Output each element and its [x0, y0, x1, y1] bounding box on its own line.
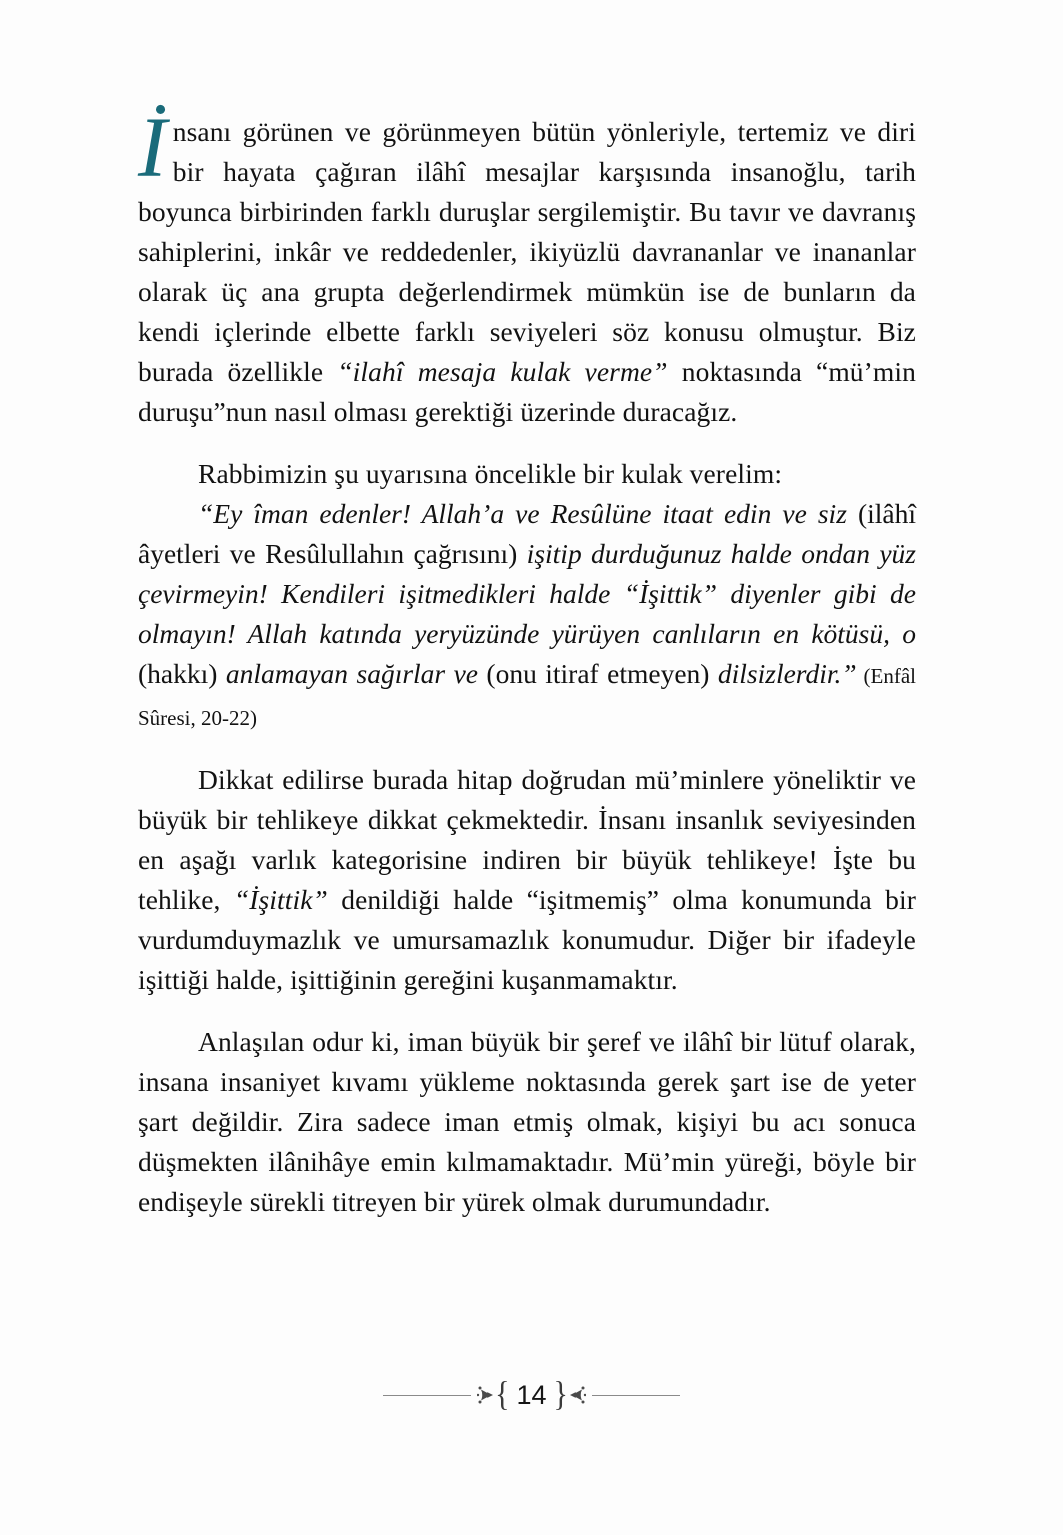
page-number: 14	[516, 1379, 547, 1410]
paragraph-opening	[138, 99, 916, 432]
quote-parenthetical-3: (onu itiraf etmeyen)	[486, 658, 710, 689]
quote-segment-1: “Ey îman edenler! Allah’a ve Resûlüne itaat edin ve siz	[198, 498, 858, 529]
brace-left-icon: {	[495, 1375, 510, 1414]
ornament-left	[477, 1375, 510, 1414]
quote-segment-7: dilsizlerdir.”	[709, 658, 857, 689]
brace-right-icon: }	[553, 1375, 568, 1414]
paragraph-commentary	[138, 760, 916, 1000]
flourish-leaf-icon	[569, 1384, 586, 1406]
page-footer	[0, 1368, 1063, 1422]
footer-rule-right	[592, 1395, 680, 1396]
quote-parenthetical-1: (ilâhî âyetleri ve Resûlullahın çağrısını)	[138, 498, 916, 569]
flourish-leaf-icon	[477, 1384, 494, 1406]
paragraph-opening-text-b: noktasında “mü’min duruşu”nun nasıl olması gerektiği üzerinde duracağız.	[138, 356, 916, 427]
drop-cap-initial: İ	[138, 99, 167, 195]
paragraph-conclusion: Anlaşılan odur ki, iman büyük bir şeref ve ilâhî bir lütuf olarak, insana insaniyet kıvamı yükleme noktasında gerek şart ise de yeter şart değildir. Zira sadece iman etmiş olmak, kişiyi bu acı sonuca düşmekten ilânihâye emin kılmamaktadır. Mü’min yüreği, böyle bir endişeyle sürekli titreyen bir yürek olmak durumundadır.	[138, 1026, 916, 1217]
paragraph-commentary-text-b: denildiği halde “işitmemiş” olma konumunda bir vurdumduymazlık ve umursamazlık konumudur. Diğer bir ifadeyle işittiği halde, işittiğinin gereğini kuşanmamaktır.	[138, 884, 917, 995]
quote-citation: (Enfâl Sûresi, 20-22)	[138, 664, 916, 730]
quran-quote-block	[138, 494, 916, 738]
paragraph-commentary-italic-phrase: “İşittik”	[233, 884, 328, 915]
quote-parenthetical-2: (hakkı)	[138, 658, 218, 689]
paragraph-opening-text-a: nsanı görünen ve görünmeyen bütün yönleriyle, tertemiz ve diri bir hayata çağıran ilâhî mesajlar karşısında insanoğlu, tarih boyunca birbirinden farklı duruşlar sergilemiştir. Bu tavır ve davranış sahiplerini, inkâr ve reddedenler, ikiyüzlü davrananlar ve inananlar olarak üç ana grupta değerlendirmek mümkün ise de bunların da kendi içlerinde elbette farklı seviyeleri söz konusu olmuştur. Biz burada özellikle	[138, 116, 916, 387]
text-column	[138, 99, 917, 1222]
paragraph-lead-in: Rabbimizin şu uyarısına öncelikle bir kulak verelim:	[198, 458, 783, 489]
paragraph-commentary-text-a: Dikkat edilirse burada hitap doğrudan mü’minlere yöneliktir ve büyük bir tehlikeye dikkat çekmektedir. İnsanı insanlık seviyesinden en aşağı varlık kategorisine indiren bir büyük tehlikeye! İşte bu tehlike,	[138, 764, 916, 915]
quote-segment-5: anlamayan sağırlar ve	[217, 658, 487, 689]
quote-segment-3: işitip durduğunuz halde ondan yüz çevirmeyin! Kendileri işitmedikleri halde “İşittik” diyenler gibi de olmayın! Allah katında yeryüzünde yürüyen canlıların en kötüsü, o	[138, 538, 916, 649]
paragraph-opening-italic-phrase: “ilahî mesaja kulak verme”	[337, 356, 668, 387]
ornament-right	[553, 1375, 586, 1414]
footer-rule-left	[383, 1395, 471, 1396]
